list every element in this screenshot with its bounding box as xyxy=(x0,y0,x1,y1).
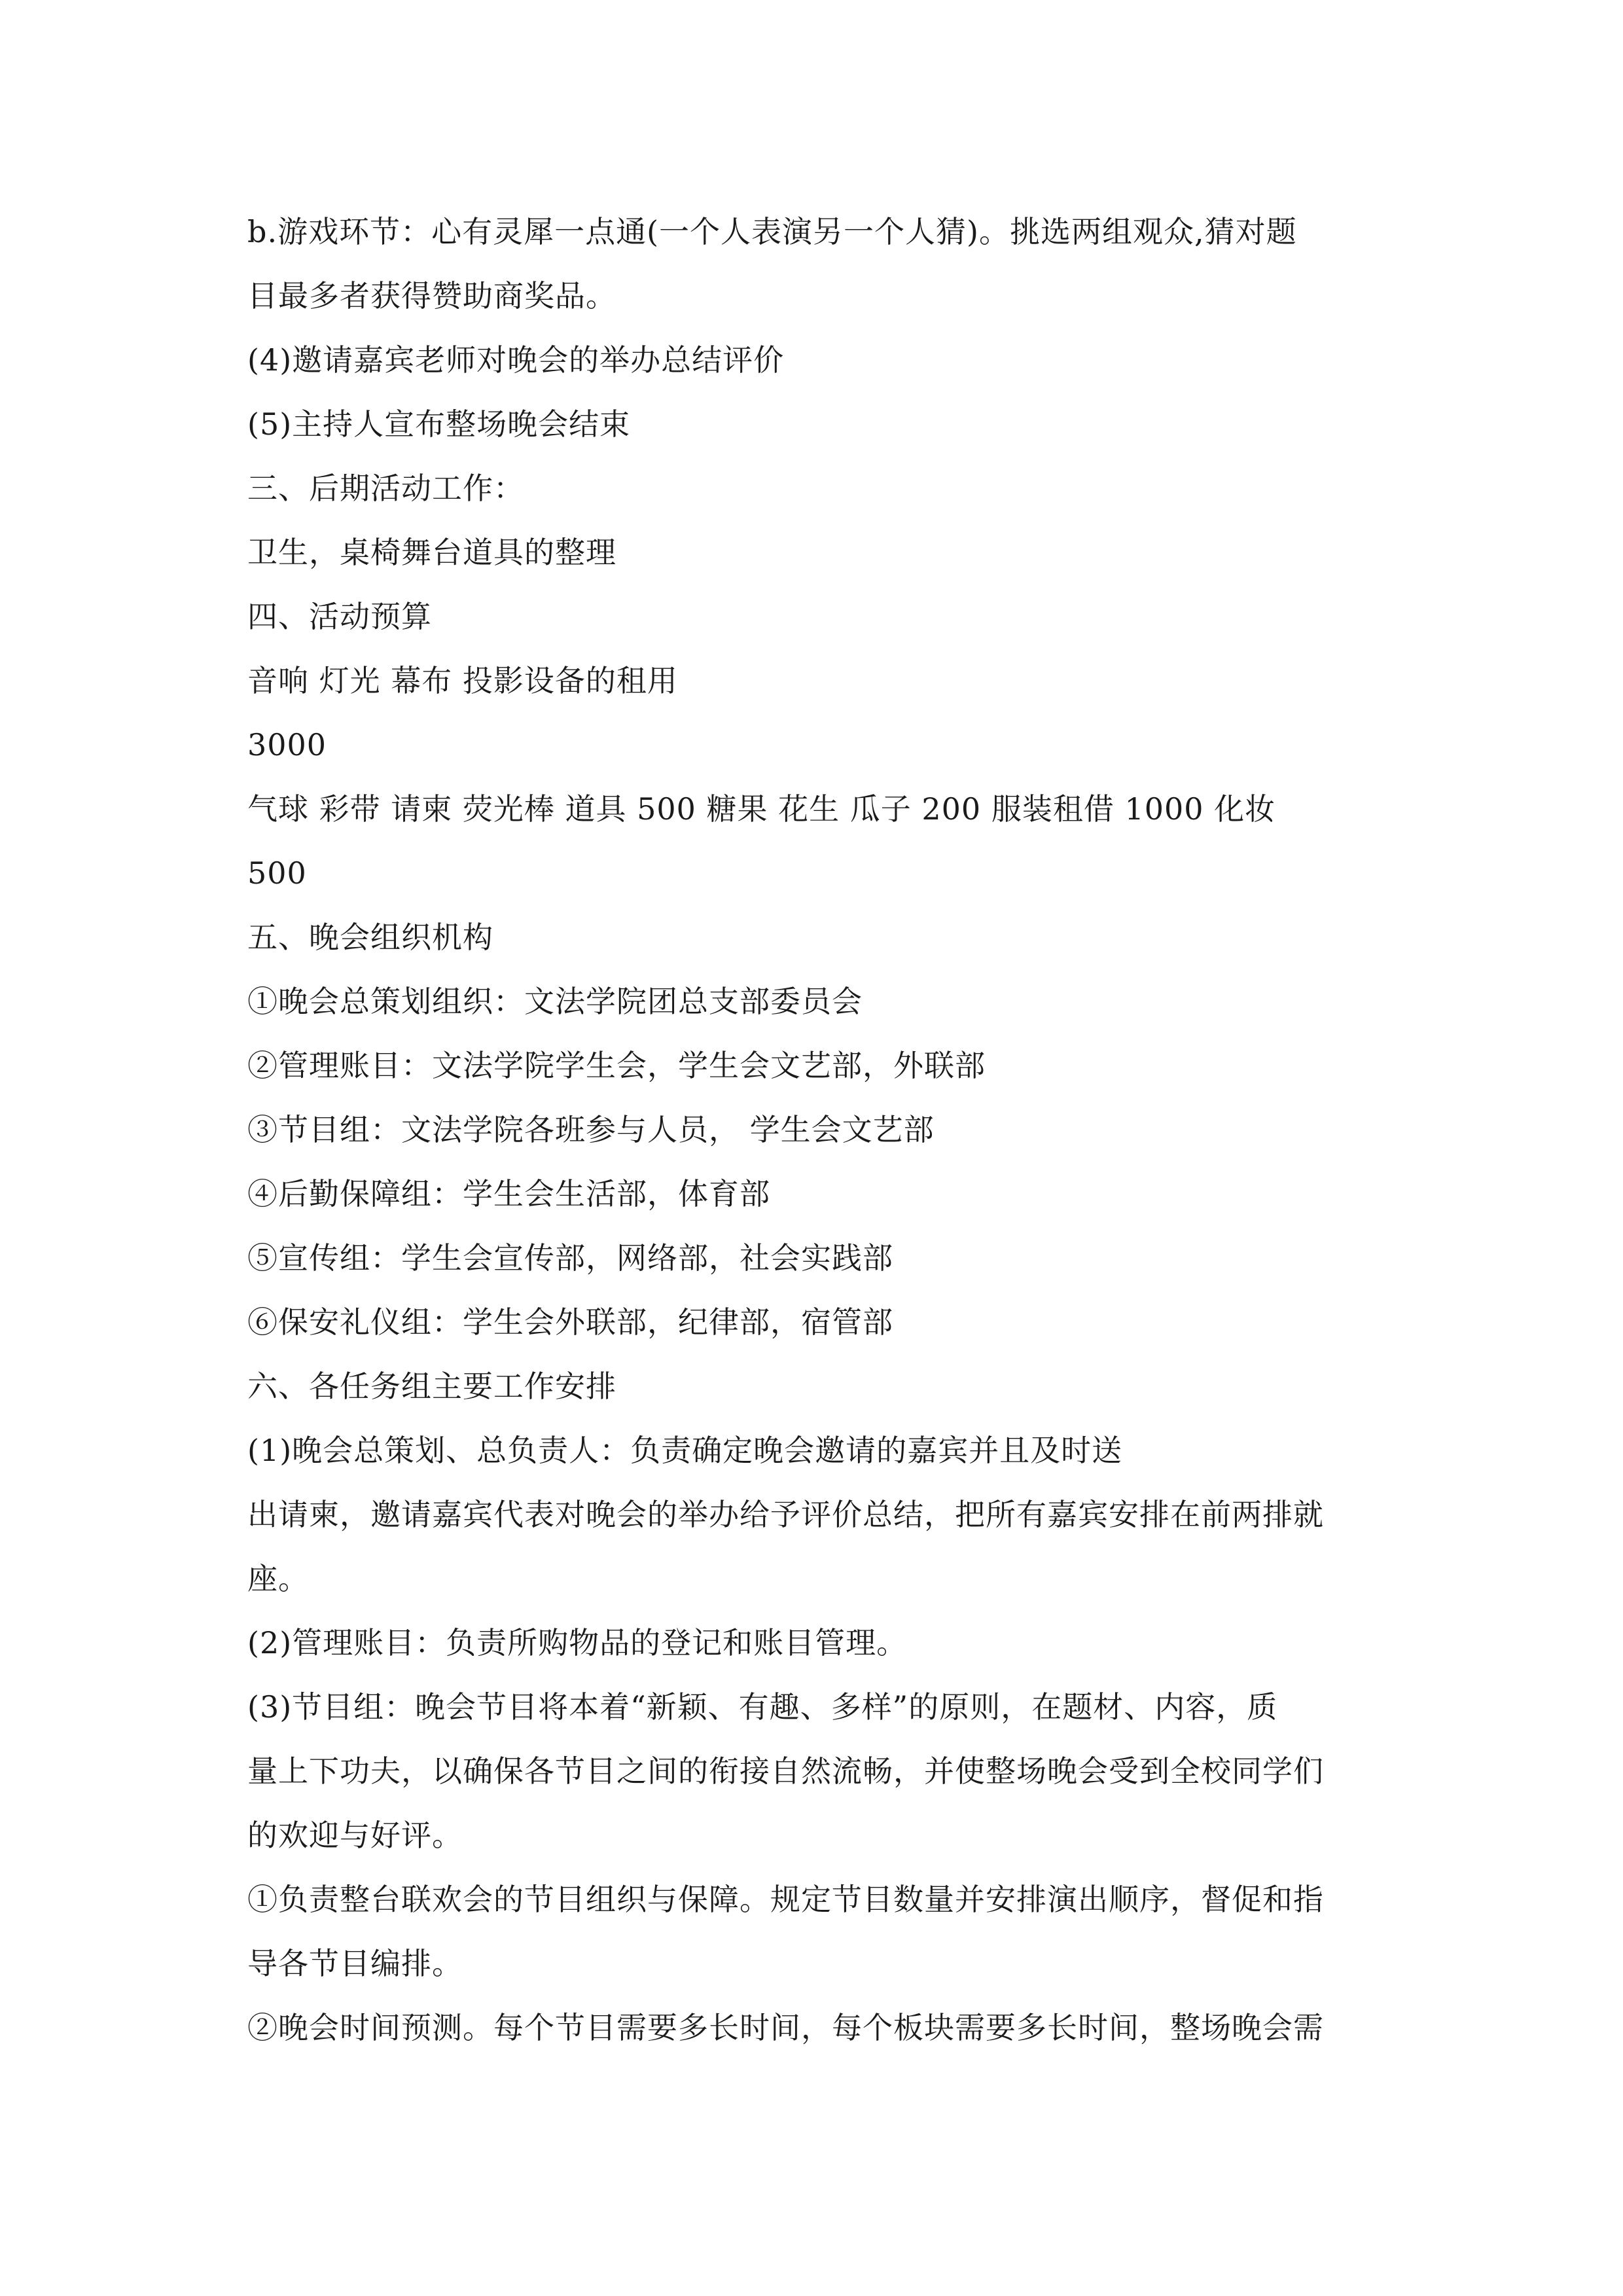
text-line: ②管理账目：文法学院学生会，学生会文艺部，外联部 xyxy=(247,1048,986,1083)
text-line: 出请柬，邀请嘉宾代表对晚会的举办给予评价总结，把所有嘉宾安排在前两排就 xyxy=(247,1497,1324,1532)
text-line: ③节目组：文法学院各班参与人员， 学生会文艺部 xyxy=(247,1112,935,1147)
text-line: ④后勤保障组：学生会生活部，体育部 xyxy=(247,1176,770,1211)
section-heading: 六、各任务组主要工作安排 xyxy=(247,1369,616,1404)
text-line: ①负责整台联欢会的节目组织与保障。规定节目数量并安排演出顺序，督促和指 xyxy=(247,1882,1324,1917)
text-line: 气球 彩带 请柬 荧光棒 道具 500 糖果 花生 瓜子 200 服装租借 1000 化妆 xyxy=(247,791,1276,827)
text-line: 3000 xyxy=(247,727,327,762)
text-line: 音响 灯光 幕布 投影设备的租用 xyxy=(247,663,678,698)
text-line: (3)节目组：晚会节目将本着“新颖、有趣、多样”的原则，在题材、内容，质 xyxy=(247,1689,1278,1725)
text-line: 导各节目编排。 xyxy=(247,1946,463,1981)
section-heading: 三、后期活动工作： xyxy=(247,471,524,506)
text-line: 的欢迎与好评。 xyxy=(247,1818,463,1853)
text-line: (4)邀请嘉宾老师对晚会的举办总结评价 xyxy=(247,342,785,378)
document-page xyxy=(247,200,1386,2060)
text-line: (5)主持人宣布整场晚会结束 xyxy=(247,406,631,442)
text-line: (2)管理账目：负责所购物品的登记和账目管理。 xyxy=(247,1625,908,1660)
text-line: 卫生，桌椅舞台道具的整理 xyxy=(247,535,616,570)
text-line: b.游戏环节：心有灵犀一点通(一个人表演另一个人猜)。挑选两组观众,猜对题 xyxy=(247,214,1297,249)
text-line: (1)晚会总策划、总负责人：负责确定晚会邀请的嘉宾并且及时送 xyxy=(247,1433,1123,1468)
text-line: 座。 xyxy=(247,1561,309,1596)
text-line: ②晚会时间预测。每个节目需要多长时间，每个板块需要多长时间，整场晚会需 xyxy=(247,2010,1324,2045)
text-line: ⑥保安礼仪组：学生会外联部，纪律部，宿管部 xyxy=(247,1304,893,1340)
text-line: 目最多者获得赞助商奖品。 xyxy=(247,278,616,314)
text-line: 500 xyxy=(247,855,307,891)
text-line: 量上下功夫，以确保各节目之间的衔接自然流畅，并使整场晚会受到全校同学们 xyxy=(247,1753,1324,1789)
section-heading: 五、晚会组织机构 xyxy=(247,920,493,955)
text-line: ⑤宣传组：学生会宣传部，网络部，社会实践部 xyxy=(247,1240,893,1276)
section-heading: 四、活动预算 xyxy=(247,599,432,634)
text-line: ①晚会总策划组织：文法学院团总支部委员会 xyxy=(247,984,863,1019)
